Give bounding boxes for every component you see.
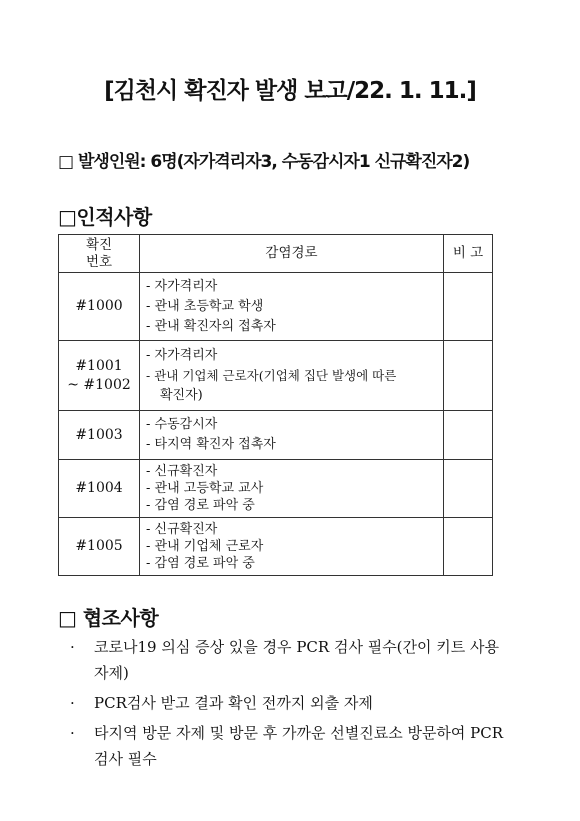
header-note: 비 고 [444, 235, 493, 273]
note-cell [444, 341, 493, 411]
route-line: - 감염 경로 파악 중 [146, 498, 255, 513]
bullet-mark: · [70, 724, 75, 742]
header-case-number: 확진 번호 [59, 235, 140, 273]
report-title: [김천시 확진자 발생 보고/22. 1. 11.] [104, 78, 476, 104]
route-line: 확진자) [160, 387, 203, 403]
route-line: - 타지역 확진자 접촉자 [146, 437, 276, 452]
list-item [70, 720, 510, 772]
route-line: - 수동감시자 [146, 417, 218, 432]
route-line: - 관내 확진자의 접촉자 [146, 318, 276, 334]
case-number: #1001 ~ #1002 [59, 341, 140, 411]
case-table [58, 234, 493, 576]
occurrence-summary: □ 발생인원: 6명(자가격리자3, 수동감시자1 신규확진자2) [58, 152, 470, 172]
list-item [70, 634, 510, 686]
note-cell [444, 273, 493, 341]
infection-route [140, 518, 444, 576]
list-item-text: PCR검사 받고 결과 확인 전까지 외출 자제 [94, 694, 373, 712]
list-item-text: 타지역 방문 자제 및 방문 후 가까운 선별진료소 방문하여 PCR 검사 필수 [94, 724, 504, 768]
infection-route [140, 273, 444, 341]
case-number: #1005 [59, 518, 140, 576]
header-infection-route: 감염경로 [140, 235, 444, 273]
infection-route [140, 460, 444, 518]
table-row [59, 518, 493, 576]
route-line: - 관내 고등학교 교사 [146, 481, 264, 496]
case-number: #1004 [59, 460, 140, 518]
section-heading-personal-info: □인적사항 [58, 205, 152, 229]
bullet-mark: · [70, 638, 75, 656]
list-item-text: 코로나19 의심 증상 있을 경우 PCR 검사 필수(간이 키트 사용 자제) [94, 638, 500, 682]
route-line: - 신규확진자 [146, 522, 218, 537]
section-heading-cooperation: □ 협조사항 [58, 606, 159, 630]
route-line: - 감염 경로 파악 중 [146, 556, 255, 571]
infection-route [140, 341, 444, 411]
table-row [59, 411, 493, 460]
note-cell [444, 411, 493, 460]
cooperation-list [70, 634, 510, 776]
route-line: - 관내 초등학교 학생 [146, 298, 264, 314]
table-row [59, 460, 493, 518]
note-cell [444, 460, 493, 518]
case-number: #1000 [59, 273, 140, 341]
table-row [59, 273, 493, 341]
list-item [70, 690, 510, 716]
note-cell [444, 518, 493, 576]
route-line: - 자가격리자 [146, 347, 218, 363]
route-line: - 관내 기업체 근로자(기업체 집단 발생에 따른 [146, 367, 397, 383]
case-number: #1003 [59, 411, 140, 460]
bullet-mark: · [70, 694, 75, 712]
infection-route [140, 411, 444, 460]
table-header-row [59, 235, 493, 273]
route-line: - 신규확진자 [146, 464, 218, 479]
route-line: - 관내 기업체 근로자 [146, 539, 264, 554]
route-line: - 자가격리자 [146, 278, 218, 294]
table-row [59, 341, 493, 411]
